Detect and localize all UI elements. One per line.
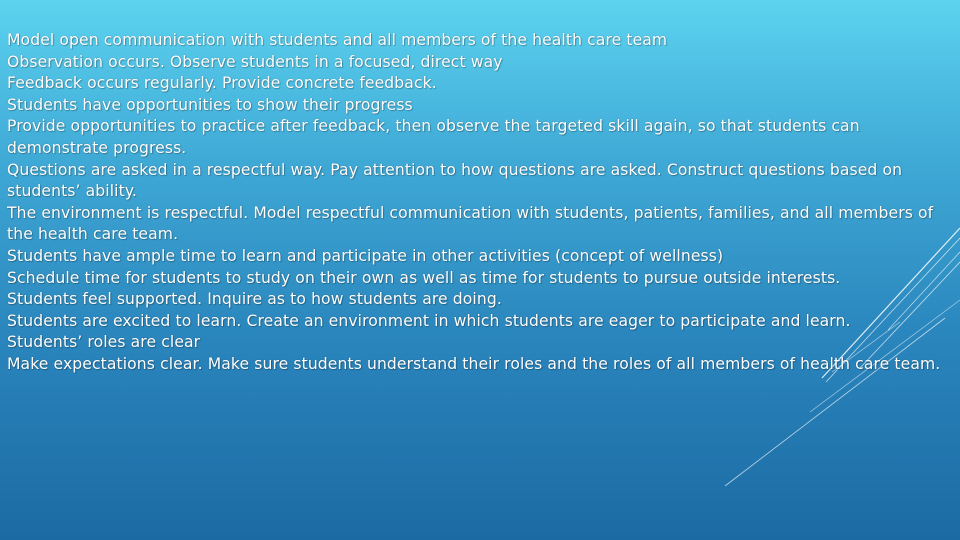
text-line: Questions are asked in a respectful way. Pay attention to how questions are asked. Construct questions based on students’ ability. bbox=[7, 160, 903, 201]
text-line: Students feel supported. Inquire as to how students are doing. bbox=[7, 290, 502, 309]
text-line: The environment is respectful. Model respectful communication with students, patients, families, and all members of the health care team. bbox=[7, 203, 934, 244]
text-line: Students have opportunities to show their progress bbox=[7, 95, 413, 114]
text-line: Model open communication with students and all members of the health care team bbox=[7, 31, 668, 49]
text-line: Students are excited to learn. Create an environment in which students are eager to participate and learn. bbox=[7, 311, 851, 330]
text-line: Observation occurs. Observe students in a focused, direct way bbox=[7, 52, 503, 71]
text-line: Make expectations clear. Make sure students understand their roles and the roles of all members of health care team. bbox=[7, 354, 941, 373]
slide-body-text bbox=[7, 30, 952, 376]
text-line: Schedule time for students to study on their own as well as time for students to pursue outside interests. bbox=[7, 268, 841, 287]
text-line: Feedback occurs regularly. Provide concrete feedback. bbox=[7, 74, 437, 93]
text-line: Provide opportunities to practice after feedback, then observe the targeted skill again, so that students can demonstrate progress. bbox=[7, 117, 860, 157]
text-line: Students’ roles are clear bbox=[7, 333, 201, 352]
text-line: Students have ample time to learn and participate in other activities (concept of wellness) bbox=[7, 246, 724, 265]
